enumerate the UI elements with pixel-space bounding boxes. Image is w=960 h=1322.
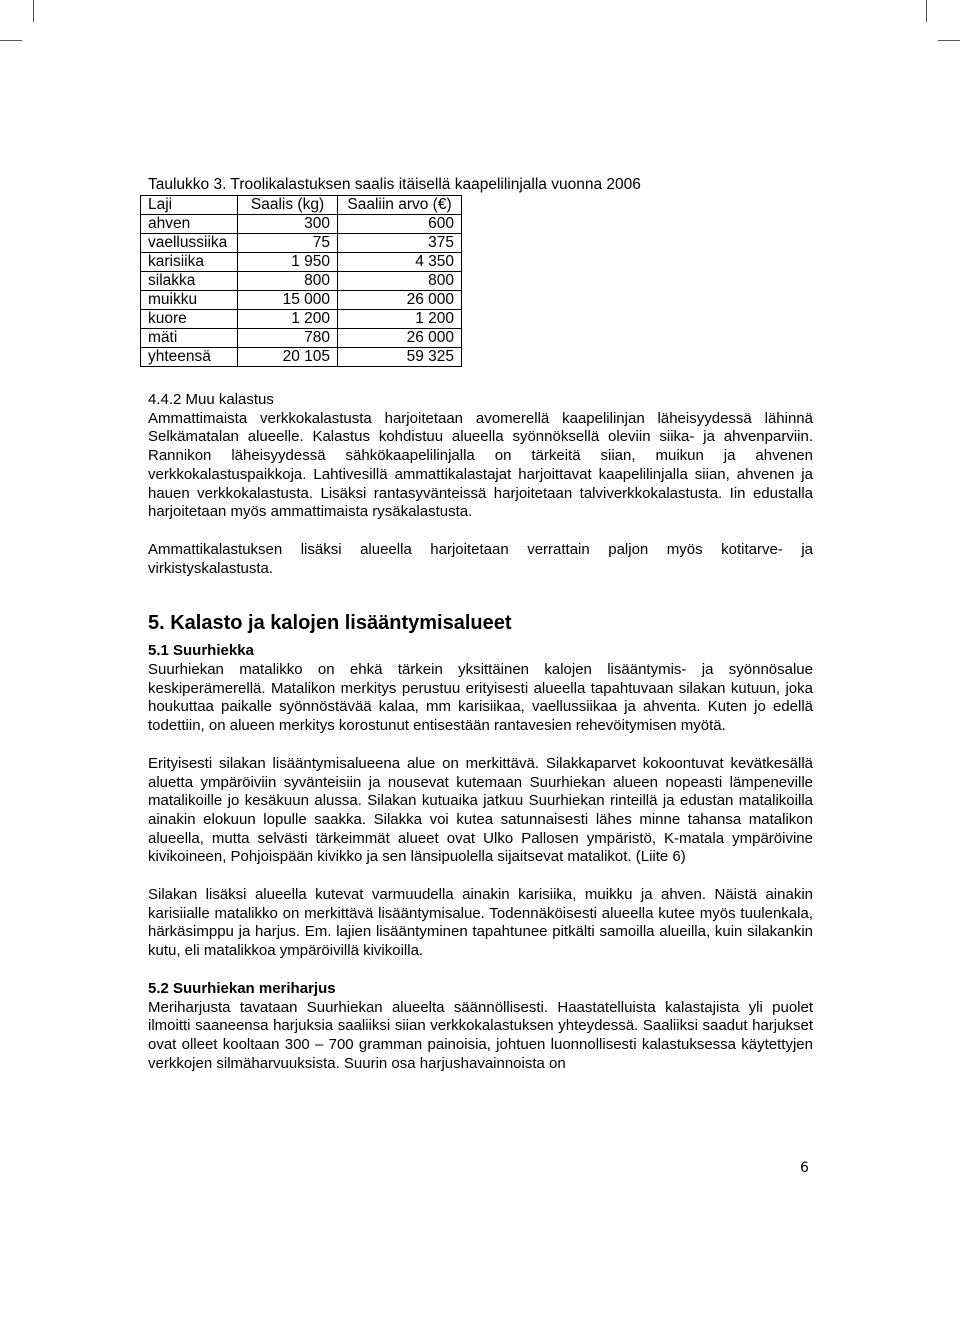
table-cell: ahven xyxy=(141,215,238,234)
table-cell: 600 xyxy=(338,215,462,234)
crop-mark xyxy=(0,40,22,41)
table-cell: kuore xyxy=(141,310,238,329)
table-caption: Taulukko 3. Troolikalastuksen saalis itäisellä kaapelilinjalla vuonna 2006 xyxy=(148,176,641,193)
table-cell: 26 000 xyxy=(338,329,462,348)
catch-table xyxy=(140,195,462,367)
section-51-heading: 5.1 Suurhiekka xyxy=(148,642,254,660)
table-cell: 15 000 xyxy=(238,291,338,310)
table-header-cell: Saaliin arvo (€) xyxy=(338,196,462,215)
crop-mark xyxy=(926,0,927,22)
table-cell: 800 xyxy=(338,272,462,291)
table-cell: vaellussiika xyxy=(141,234,238,253)
table-cell: 1 200 xyxy=(338,310,462,329)
table-cell: 800 xyxy=(238,272,338,291)
table-cell: 780 xyxy=(238,329,338,348)
table-row xyxy=(141,234,462,253)
section-442-heading: 4.4.2 Muu kalastus xyxy=(148,391,274,408)
page-content xyxy=(148,175,813,1073)
table-cell: 20 105 xyxy=(238,348,338,367)
paragraph: Ammattimaista verkkokalastusta harjoitetaan avomerellä kaapelilinjan läheisyydessä lähinnä Selkämatalan alueelle. Kalastus kohdistuu alueella syönnöksellä oleviin siika- ja ahvenparviin. Rannikon läheisyydessä sähkökaapelilinjalla on tärkeitä siian, muikun ja ahvenen verkkokalastuspaikkoja. Lahtivesillä ammattikalastajat harjoittavat kaapelilinjalla siian, ahvenen ja hauen verkkokalastusta. Lisäksi rantasyvänteissä harjoitetaan talviverkkokalastusta. Iin edustalla harjoitetaan myös ammattimaista rysäkalastusta. xyxy=(148,409,813,521)
table-cell: 75 xyxy=(238,234,338,253)
table-cell: mäti xyxy=(141,329,238,348)
table-cell: silakka xyxy=(141,272,238,291)
table-cell: 1 200 xyxy=(238,310,338,329)
page-number: 6 xyxy=(800,1160,809,1176)
table-row xyxy=(141,310,462,329)
table-row xyxy=(141,215,462,234)
table-total-row xyxy=(141,348,462,367)
table-cell: 1 950 xyxy=(238,253,338,272)
paragraph: Silakan lisäksi alueella kutevat varmuudella ainakin karisiika, muikku ja ahven. Näistä ainakin karisiialle matalikko on merkittävä lisääntymisalue. Todennäköisesti alueella kutee myös tuulenkala, härkäsimppu ja harjus. Em. lajien lisääntyminen tapahtunee pitkälti samoilla alueilla, kuin silakankin kutu, eli matalikkoa ympäröivillä kivikoilla. xyxy=(148,886,813,960)
table-cell: 4 350 xyxy=(338,253,462,272)
table-cell: 26 000 xyxy=(338,291,462,310)
table-header-cell: Laji xyxy=(141,196,238,215)
table-cell: muikku xyxy=(141,291,238,310)
table-cell: 375 xyxy=(338,234,462,253)
table-row xyxy=(141,253,462,272)
table-cell: 59 325 xyxy=(338,348,462,367)
table-header-row xyxy=(141,196,462,215)
paragraph: Ammattikalastuksen lisäksi alueella harjoitetaan verrattain paljon myös kotitarve- ja virkistyskalastusta. xyxy=(148,540,813,577)
table-row xyxy=(141,272,462,291)
section-52-heading: 5.2 Suurhiekan meriharjus xyxy=(148,979,336,997)
crop-mark xyxy=(33,0,34,22)
table-cell: 300 xyxy=(238,215,338,234)
table-row xyxy=(141,291,462,310)
paragraph: Suurhiekan matalikko on ehkä tärkein yksittäinen kalojen lisääntymis- ja syönnösalue keskiperämerellä. Matalikon merkitys perustuu erityisesti alueella tapahtuvaan silakan kutuun, joka houkuttaa paikalle syönnöstävää kalaa, mm karisiikaa, vaellussiikaa ja ahventa. Kuten jo edellä todettiin, on alueen merkitys korostunut entisestään rantavesien rehevöitymisen myötä. xyxy=(148,661,813,735)
table-header-cell: Saalis (kg) xyxy=(238,196,338,215)
crop-mark xyxy=(938,40,960,41)
table-cell: yhteensä xyxy=(141,348,238,367)
section-5-heading: 5. Kalasto ja kalojen lisääntymisalueet xyxy=(148,612,512,635)
paragraph: Erityisesti silakan lisääntymisalueena alue on merkittävä. Silakkaparvet kokoontuvat kevätkesällä aluetta ympäröiviin syvänteisiin ja nousevat kutemaan Suurhiekan alueen nopeasti lämpeneville matalikoille jo kesäkuun alussa. Silakan kutuaika jatkuu Suurhiekan rinteillä ja edustan matalikoilla ainakin elokuun lopulle saakka. Silakka voi kutea satunnaisesti lähes minne tahansa matalikon alueella, mutta selvästi tärkeimmät alueet ovat Ulko Pallosen ympäristö, K-matala ympäröivine kivikoineen, Pohjoispään kivikko ja sen länsipuolella sijaitsevat matalikot. (Liite 6) xyxy=(148,754,813,866)
table-row xyxy=(141,329,462,348)
table-cell: karisiika xyxy=(141,253,238,272)
paragraph: Meriharjusta tavataan Suurhiekan alueelta säännöllisesti. Haastatelluista kalastajista yli puolet ilmoitti saaneensa harjuksia saaliiksi siian verkkokalastuksen yhteydessä. Saaliiksi saadut harjukset ovat olleet kooltaan 300 – 700 gramman painoisia, johtuen luonnollisesti kalastuksessa käytettyjen verkkojen silmäharvuuksista. Suurin osa harjushavainnoista on xyxy=(148,998,813,1072)
